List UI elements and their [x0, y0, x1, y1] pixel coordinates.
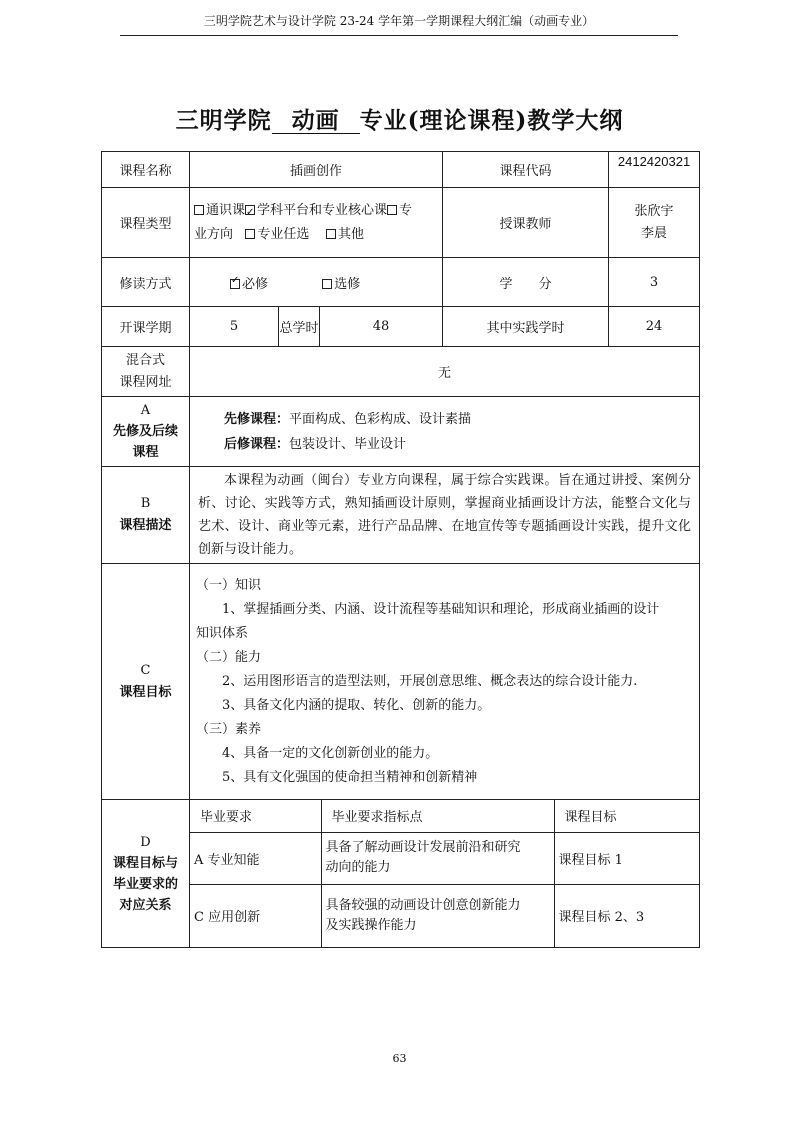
- section-b-title: 课程描述: [119, 518, 172, 533]
- header-course-goal: 课程目标: [554, 800, 699, 832]
- type-option-direction-b: 业方向: [194, 226, 234, 242]
- type-option-core: 学科平台和专业核心课: [257, 202, 388, 218]
- type-option-direction-a: 专: [399, 202, 413, 218]
- course-url-label: [102, 347, 190, 397]
- running-header: 三明学院艺术与设计学院 23-24 学年第一学期课程大纲汇编（动画专业）: [120, 12, 678, 36]
- section-c-content: [190, 564, 700, 800]
- hours-value: 48: [320, 307, 443, 347]
- course-name-value: 插画创作: [190, 152, 443, 188]
- course-url-label-2: 课程网址: [119, 374, 172, 390]
- section-d-letter: D: [140, 834, 151, 850]
- section-a-label: [102, 397, 190, 467]
- section-b-label: [102, 467, 190, 564]
- mapping-header-row: [190, 800, 699, 832]
- course-url-value: 无: [190, 347, 700, 397]
- checkbox-direction: [387, 205, 397, 215]
- mapping-indicator-1: 具备了解动画设计发展前沿和研究: [325, 840, 521, 855]
- title-suffix: 专业(理论课程)教学大纲: [359, 107, 624, 134]
- section-c-title: 课程目标: [119, 684, 172, 700]
- teacher-label: 授课教师: [443, 188, 609, 258]
- type-option-general: 通识课: [206, 202, 246, 218]
- section-c-label: [102, 564, 190, 800]
- teacher-values: [609, 188, 700, 258]
- section-d-title-1: 课程目标与: [112, 855, 178, 871]
- credit-value: 3: [609, 258, 700, 307]
- mapping-indicator-2: 动向的能力: [325, 860, 391, 875]
- title-major: 动画: [272, 109, 360, 134]
- row-course-name: [102, 152, 700, 188]
- knowledge-heading: （一）知识: [196, 577, 262, 593]
- prerequisite-line: [224, 407, 695, 432]
- followup-label: 后修课程：: [224, 436, 290, 452]
- credit-label: 学 分: [443, 258, 609, 307]
- goal-5: 5、具有文化强国的使命担当精神和创新精神: [222, 769, 478, 785]
- ability-heading: （二）能力: [196, 649, 262, 665]
- quality-heading: （三）素养: [196, 721, 262, 737]
- document-title: [0, 102, 799, 135]
- goal-1-continued: 知识体系: [196, 625, 249, 641]
- course-name-label: 课程名称: [102, 152, 190, 188]
- section-c-letter: C: [140, 662, 151, 678]
- mapping-indicator-2: 及实践操作能力: [325, 917, 417, 933]
- mapping-course-goal: 课程目标 1: [554, 832, 699, 884]
- course-code-value: 2412420321: [609, 152, 700, 188]
- followup-courses: 包装设计、毕业设计: [289, 436, 407, 452]
- mapping-row: [190, 884, 699, 947]
- section-d-content: [190, 800, 700, 948]
- followup-line: [224, 432, 695, 457]
- mapping-course-goal: 课程目标 2、3: [554, 884, 699, 947]
- mapping-row: [190, 832, 699, 884]
- row-course-type: [102, 188, 700, 258]
- row-section-c: [102, 564, 700, 800]
- hours-label: 总学时: [279, 307, 320, 347]
- practice-hours-value: 24: [609, 307, 700, 347]
- study-mode-label: 修读方式: [102, 258, 190, 307]
- teacher-1: 张欣宇: [634, 203, 674, 219]
- mapping-requirement: A 专业知能: [190, 832, 321, 884]
- syllabus-table: [101, 151, 700, 948]
- row-study-mode: [102, 258, 700, 307]
- title-prefix: 三明学院: [175, 107, 272, 134]
- section-d-title-2: 毕业要求的: [112, 876, 178, 892]
- mode-required: 必修: [242, 276, 269, 292]
- header-requirement: 毕业要求: [190, 800, 321, 832]
- section-a-content: [190, 397, 700, 467]
- section-b-content: [190, 467, 700, 564]
- section-b-letter: B: [140, 496, 151, 511]
- type-option-other: 其他: [337, 226, 364, 242]
- study-mode-options: [190, 258, 443, 307]
- checkbox-required: [230, 279, 240, 289]
- row-section-a: [102, 397, 700, 467]
- checkbox-core: [245, 205, 255, 215]
- goal-1: 1、掌握插画分类、内涵、设计流程等基础知识和理论，形成商业插画的设计: [222, 601, 660, 617]
- semester-value: 5: [190, 307, 279, 347]
- row-semester: [102, 307, 700, 347]
- checkbox-other: [326, 229, 336, 239]
- course-code-label: 课程代码: [443, 152, 609, 188]
- course-description: 本课程为动画（闽台）专业方向课程，属于综合实践课。旨在通过讲授、案例分析、讨论、实践等方式，熟知插画设计原则，掌握商业插画设计方法，能整合文化与艺术、设计、商业等元素，进行产品品牌、在地宣传等专题插画设计实践，提升文化创新与设计能力。: [198, 473, 692, 557]
- header-indicator: 毕业要求指标点: [321, 800, 554, 832]
- goal-3: 3、具备文化内涵的提取、转化、创新的能力。: [222, 697, 491, 713]
- row-course-url: [102, 347, 700, 397]
- section-a-title-2: 课程: [132, 445, 159, 460]
- mapping-indicator: [321, 832, 554, 884]
- section-a-letter: A: [140, 403, 151, 418]
- course-url-label-1: 混合式: [125, 352, 165, 368]
- type-option-elective: 专业任选: [257, 226, 310, 242]
- prerequisite-label: 先修课程：: [224, 411, 290, 427]
- mapping-indicator-1: 具备较强的动画设计创意创新能力: [325, 897, 521, 913]
- mapping-indicator: [321, 884, 554, 947]
- goal-2: 2、运用图形语言的造型法则，开展创意思维、概念表达的综合设计能力.: [222, 673, 638, 689]
- row-section-b: [102, 467, 700, 564]
- checkbox-elective-mode: [322, 279, 332, 289]
- practice-hours-label: 其中实践学时: [443, 307, 609, 347]
- checkbox-elective: [245, 229, 255, 239]
- page-number: 63: [392, 1052, 407, 1065]
- goal-4: 4、具备一定的文化创新创业的能力。: [222, 745, 439, 761]
- section-d-label: [102, 800, 190, 948]
- requirement-mapping-table: [190, 800, 699, 947]
- prerequisite-courses: 平面构成、色彩构成、设计素描: [289, 411, 472, 427]
- section-d-title-3: 对应关系: [119, 897, 172, 913]
- semester-label: 开课学期: [102, 307, 190, 347]
- course-type-options: [190, 188, 443, 258]
- section-a-title-1: 先修及后续: [112, 424, 178, 439]
- row-section-d: [102, 800, 700, 948]
- mapping-requirement: C 应用创新: [190, 884, 321, 947]
- checkbox-general: [194, 205, 204, 215]
- course-type-label: 课程类型: [102, 188, 190, 258]
- teacher-2: 李晨: [641, 225, 668, 241]
- mode-elective: 选修: [334, 276, 361, 292]
